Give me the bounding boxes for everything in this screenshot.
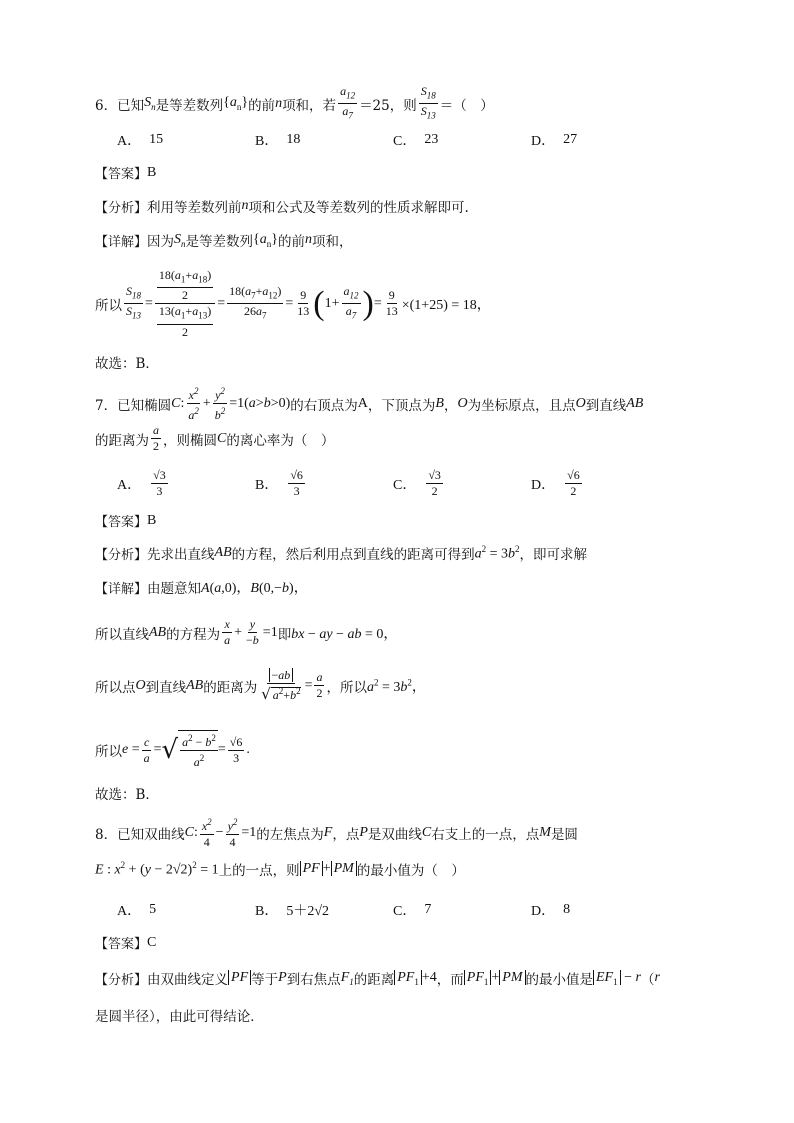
math-n: n <box>275 95 283 111</box>
math-AB: AB <box>149 624 167 640</box>
text: 上的一点，则 <box>218 863 300 879</box>
math-a2-3b2: $a^2 = 3b^2$ <box>474 543 520 562</box>
text: 故选：B． <box>95 356 159 372</box>
option-a[interactable] <box>117 130 255 150</box>
q7-line2 <box>95 668 426 703</box>
math-points: A(a,0)，B(0,−b)， <box>201 581 308 596</box>
math-cond: =1(a>b>0) <box>229 395 291 411</box>
text: 先求出直线 <box>147 547 215 563</box>
q6-analysis <box>95 196 469 216</box>
q8-analysis-line1 <box>95 968 660 988</box>
math-frac-y2-b2: $\frac{y^2}{b^2}$ <box>214 386 226 422</box>
math-eq: = <box>217 742 226 757</box>
math-frac-9-13: $\frac{9}{13}$ <box>297 288 310 319</box>
math-sqrt-body: $\frac{a^2 - b^2}{a^2}$ <box>178 730 218 770</box>
text: ，则椭圆 <box>163 432 217 449</box>
math-frac-S18-S13: $\frac{S_{18}}{S_{13}}$ <box>126 284 141 321</box>
text: 8．已知双曲线 <box>95 826 185 843</box>
option-label: D． <box>531 477 556 493</box>
answer-tag: 【答案】 <box>95 937 148 952</box>
math-C: C <box>421 824 432 840</box>
math-Sn: $S_n$ <box>144 95 156 113</box>
text: 的前 <box>248 97 276 114</box>
math-eq: = <box>153 742 162 757</box>
option-value: 8 <box>563 902 571 917</box>
q6-detail <box>95 230 352 250</box>
option-label: D． <box>531 134 556 149</box>
text: 6．已知 <box>95 97 145 114</box>
math-C: C <box>171 395 181 411</box>
math-O: O <box>575 395 586 411</box>
text: 的最小值是 <box>525 972 593 988</box>
text: ，下顶点为 <box>367 397 436 414</box>
text: 项和， <box>311 234 353 250</box>
math-frac-a-2: $\frac{a}{2}$ <box>153 423 159 453</box>
math-PF1-PM: $PF_1$ + PM <box>464 970 526 987</box>
text: ＝（ ） <box>439 97 494 114</box>
text: 是圆 <box>550 826 578 843</box>
text: 到直线 <box>145 679 187 696</box>
text: 右支上的一点，点 <box>431 826 540 843</box>
option-value: 27 <box>563 132 578 147</box>
option-label: C． <box>393 477 417 493</box>
math-eq: = <box>373 295 382 311</box>
math-line-eq: bx − ay − ab = 0， <box>291 626 398 642</box>
text: ，而 <box>436 972 464 988</box>
text: 所以点 <box>95 679 136 696</box>
text: 所以 <box>95 744 122 760</box>
math-period: . <box>246 742 250 757</box>
q7-stem-line1: 7．已知椭圆 C : $\frac{x^2}{a^2}$ + $\frac{y^2}{b^2}$ =1(a>b>0) 的右顶点为 A ，下顶点为 B ， O 为坐标原点，且点 O 到直线 AB <box>95 386 644 422</box>
option-label: D． <box>531 904 556 919</box>
math-eq: = <box>217 295 226 311</box>
math-C: C <box>184 824 194 840</box>
math-set-an: $\{a_n\}$ <box>253 231 278 249</box>
option-value: 5 <box>149 902 157 917</box>
option-value: 23 <box>424 132 439 147</box>
math-frac-18-26: $\frac{18(a_7+a_{12})}{26a_7}$ <box>229 284 282 321</box>
math-rparen: ) <box>362 284 374 322</box>
text: 为坐标原点，且点 <box>467 397 576 414</box>
q7-line3 <box>95 730 250 770</box>
option-d[interactable] <box>531 900 669 920</box>
text: ＝25，则 <box>359 97 417 114</box>
math-M: M <box>539 824 551 840</box>
math-absPF: PF <box>228 970 251 986</box>
math-frac-y-negb: $\frac{y}{-b}$ <box>246 617 259 647</box>
text: 项和公式及等差数列的性质求解即可. <box>248 200 469 216</box>
option-b[interactable] <box>255 468 393 499</box>
math-O: O <box>135 677 146 693</box>
math-frac-S18-S13: $\frac{S_{18}}{S_{13}}$ <box>420 84 436 121</box>
math-AB: AB <box>214 545 232 560</box>
text: 故选：B． <box>95 787 159 803</box>
option-label: B． <box>255 904 279 919</box>
math-PF-PM: PF + PM <box>300 861 357 877</box>
option-b[interactable] <box>255 900 393 920</box>
math-frac-a12-a7: $\frac{a_{12}}{a_7}$ <box>340 84 356 121</box>
text: ， <box>443 397 458 414</box>
option-frac: $\frac{√6}{2}$ <box>567 468 580 498</box>
option-label: A． <box>117 477 142 493</box>
option-value: 5＋2√2 <box>286 904 330 919</box>
math-frac-sqrt6-3: $\frac{√6}{3}$ <box>229 734 243 765</box>
math-a2-3b2: $a^2 = 3b^2$， <box>366 676 426 695</box>
text: 的离心率为（ ） <box>226 432 335 449</box>
q6-stem <box>95 84 494 124</box>
math-eq: = <box>304 677 313 693</box>
q6-answer <box>95 163 156 182</box>
math-eq: = <box>145 295 153 311</box>
option-b[interactable] <box>255 130 393 150</box>
math-eq1: =1 <box>241 824 257 840</box>
text: 的方程为 <box>166 626 221 643</box>
option-value: 15 <box>149 132 164 147</box>
q8-options <box>117 900 669 920</box>
answer-tag: 【答案】 <box>95 515 148 530</box>
q6-conclusion <box>95 352 159 372</box>
text: 所以直线 <box>95 626 149 643</box>
text: 的距离为 <box>95 432 149 449</box>
math-eq1: =1 <box>262 624 278 640</box>
math-frac-x-a: $\frac{x}{a}$ <box>224 617 231 647</box>
text: 的方程，然后利用点到直线的距离可得到 <box>231 547 475 563</box>
math-P: P <box>359 824 368 840</box>
math-frac-a12-a7: $\frac{a_{12}}{a_7}$ <box>343 284 359 321</box>
math-eq: = <box>285 295 294 311</box>
math-AB: AB <box>186 677 204 693</box>
text: 即 <box>277 626 292 643</box>
math-e: e = <box>122 742 140 757</box>
text: 利用等差数列前 <box>147 200 242 216</box>
q7-conclusion <box>95 783 159 803</box>
text: 是圆半径），由此可得结论． <box>95 1009 264 1025</box>
answer-value: B <box>147 164 157 180</box>
detail-tag: 【详解】 <box>95 581 148 597</box>
text: 的前 <box>277 234 305 250</box>
option-d[interactable] <box>531 130 669 150</box>
math-set-an: $\{a_n\}$ <box>223 95 249 113</box>
text: 项和，若 <box>282 97 337 114</box>
q8-stem-line1: 8．已知双曲线 C : $\frac{x^2}{4}$ − $\frac{y^2}{4}$ =1 的左焦点为 F ，点 P 是双曲线 C 右支上的一点，点 M 是圆 <box>95 817 578 849</box>
option-c[interactable] <box>393 130 531 150</box>
text: 由题意知 <box>147 581 202 597</box>
text: 的左焦点为 <box>256 826 324 843</box>
math-lparen: ( <box>313 284 325 322</box>
math-n: n <box>241 198 249 213</box>
math-PF1-plus4: $PF_1 +4$ <box>394 970 437 987</box>
text: 由双曲线定义 <box>147 972 229 988</box>
q8-answer <box>95 933 156 952</box>
analysis-tag: 【分析】 <box>95 972 148 988</box>
answer-tag: 【答案】 <box>95 167 148 182</box>
math-AB: AB <box>626 395 644 411</box>
math-r: r <box>654 970 660 985</box>
math-F: F <box>323 824 333 840</box>
option-frac: $\frac{√6}{3}$ <box>290 468 303 498</box>
text: ，所以 <box>326 679 367 696</box>
math-frac-sum-ratio: $\frac{\frac{18(a_1+a_{18})}{2}}{\frac{13(a_1+a_{13})}{2}}$ <box>155 268 215 340</box>
q7-stem-line2 <box>95 423 334 454</box>
math-frac-a-2: $\frac{a}{2}$ <box>316 670 323 700</box>
q7-answer <box>95 511 156 530</box>
math-frac-dist: $\frac{-ab}{√ a^2+b^2}$ <box>261 668 301 703</box>
option-label: A． <box>117 134 142 149</box>
text: 是等差数列 <box>185 234 254 250</box>
math-C: C <box>217 430 227 446</box>
text: （ <box>640 972 655 988</box>
option-value: 18 <box>286 132 301 147</box>
text: 的距离 <box>353 972 395 988</box>
q7-line1: 所以直线 AB 的方程为 $\frac{x}{a}$ + $\frac{y}{-b}$ =1 即 bx − ay − ab = 0， <box>95 617 398 647</box>
math-sqrt-sign: √ <box>161 735 179 765</box>
text: 因为 <box>147 234 175 250</box>
math-frac-x2-4: $\frac{x^2}{4}$ <box>201 817 212 849</box>
detail-tag: 【详解】 <box>95 234 148 250</box>
text: 到直线 <box>585 397 627 414</box>
option-label: C． <box>393 134 417 149</box>
text: 所以 <box>95 297 122 314</box>
math-frac-x2-a2: $\frac{x^2}{a^2}$ <box>188 386 199 422</box>
text: 7．已知椭圆 <box>95 397 172 414</box>
math-n: n <box>304 232 312 247</box>
math-result: ×(1+25) = 18， <box>401 297 491 313</box>
math-EF1-r: $EF_1 - r$ <box>593 970 641 987</box>
math-A: A <box>357 395 368 411</box>
math-F1: $F_1$ <box>340 969 354 987</box>
text: 到右焦点 <box>286 972 341 988</box>
option-d[interactable] <box>531 468 669 499</box>
option-c[interactable] <box>393 900 531 920</box>
option-label: C． <box>393 904 417 919</box>
q7-options <box>117 468 669 499</box>
text: 是双曲线 <box>367 826 422 843</box>
option-a[interactable] <box>117 900 255 920</box>
text: 的最小值为（ ） <box>356 863 465 879</box>
q8-analysis-line2 <box>95 1005 264 1025</box>
q6-derivation <box>95 268 491 340</box>
math-frac-y2-4: $\frac{y^2}{4}$ <box>227 817 238 849</box>
option-frac: $\frac{√3}{2}$ <box>428 468 441 498</box>
q7-detail <box>95 577 308 597</box>
q8-stem-line2 <box>95 859 465 879</box>
answer-value: B <box>147 512 157 528</box>
math-Sn: $S_n$ <box>174 231 186 249</box>
text: 等于 <box>251 972 279 988</box>
analysis-tag: 【分析】 <box>95 200 148 216</box>
text: 是等差数列 <box>155 97 224 114</box>
option-value: 7 <box>424 902 432 917</box>
option-c[interactable] <box>393 468 531 499</box>
math-frac-9-13b: $\frac{9}{13}$ <box>385 288 398 319</box>
text: ，点 <box>332 826 360 843</box>
text: ，即可求解 <box>519 547 588 563</box>
math-frac-c-a: $\frac{c}{a}$ <box>143 734 150 765</box>
math-circle-eq: E : $x^2 + (y - 2√2)^2 = 1$ <box>95 859 219 878</box>
option-frac: $\frac{√3}{3}$ <box>153 468 166 498</box>
math-P: P <box>278 970 287 985</box>
analysis-tag: 【分析】 <box>95 547 148 563</box>
answer-value: C <box>147 934 157 950</box>
option-a[interactable] <box>117 468 255 499</box>
math-one-plus: 1+ <box>324 295 340 311</box>
math-B: B <box>435 395 444 411</box>
q6-options <box>117 130 669 150</box>
q7-analysis <box>95 543 587 563</box>
math-O: O <box>457 395 468 411</box>
option-label: B． <box>255 477 279 493</box>
text: 的距离为 <box>203 679 258 696</box>
text: 的右顶点为 <box>290 397 358 414</box>
option-label: A． <box>117 904 142 919</box>
option-label: B． <box>255 134 279 149</box>
